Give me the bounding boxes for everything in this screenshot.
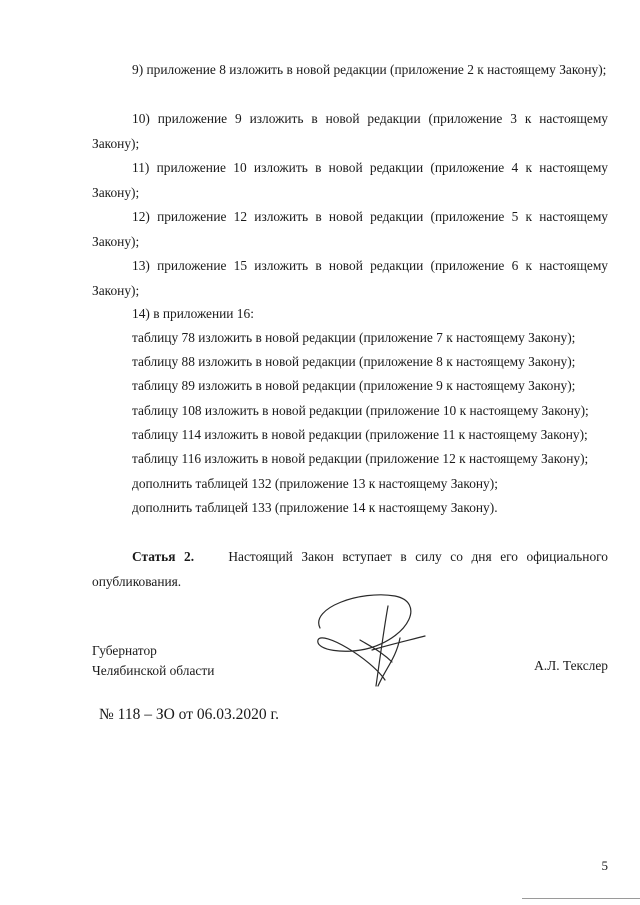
signatory-title-line1: Губернатор — [92, 643, 157, 658]
signatory-title — [92, 641, 214, 681]
article-text: Настоящий Закон вступает в силу со дня его официального опубликования. — [92, 549, 608, 589]
table-item: таблицу 78 изложить в новой редакции (приложение 7 к настоящему Закону); — [132, 330, 576, 345]
list-item: 9) приложение 8 изложить в новой редакции (приложение 2 к настоящему Закону); — [132, 62, 607, 77]
table-item: дополнить таблицей 132 (приложение 13 к настоящему Закону); — [132, 476, 498, 491]
list-item-14: 14) в приложении 16: — [132, 306, 254, 321]
table-item: дополнить таблицей 133 (приложение 14 к настоящему Закону). — [132, 500, 498, 515]
law-number: № 118 – ЗО от 06.03.2020 г. — [99, 706, 279, 723]
table-item: таблицу 88 изложить в новой редакции (приложение 8 к настоящему Закону); — [132, 354, 576, 369]
signatory-title-line2: Челябинской области — [92, 663, 215, 678]
signature-icon — [300, 588, 430, 693]
list-item: 12) приложение 12 изложить в новой редакции (приложение 5 к настоящему Закону); — [92, 209, 608, 249]
table-item: таблицу 114 изложить в новой редакции (приложение 11 к настоящему Закону); — [132, 427, 588, 442]
list-item: 10) приложение 9 изложить в новой редакции (приложение 3 к настоящему Закону); — [92, 111, 608, 151]
table-item: таблицу 116 изложить в новой редакции (приложение 12 к настоящему Закону); — [132, 451, 589, 466]
page-number: 5 — [601, 858, 608, 873]
article-label: Статья 2. — [132, 549, 195, 564]
signatory-name: А.Л. Текслер — [534, 658, 608, 673]
scan-edge-line — [522, 898, 640, 899]
article-2 — [92, 545, 608, 594]
table-item: таблицу 89 изложить в новой редакции (приложение 9 к настоящему Закону); — [132, 378, 576, 393]
table-item: таблицу 108 изложить в новой редакции (приложение 10 к настоящему Закону); — [132, 403, 589, 418]
list-item: 13) приложение 15 изложить в новой редакции (приложение 6 к настоящему Закону); — [92, 258, 608, 298]
list-item: 11) приложение 10 изложить в новой редакции (приложение 4 к настоящему Закону); — [92, 160, 608, 200]
